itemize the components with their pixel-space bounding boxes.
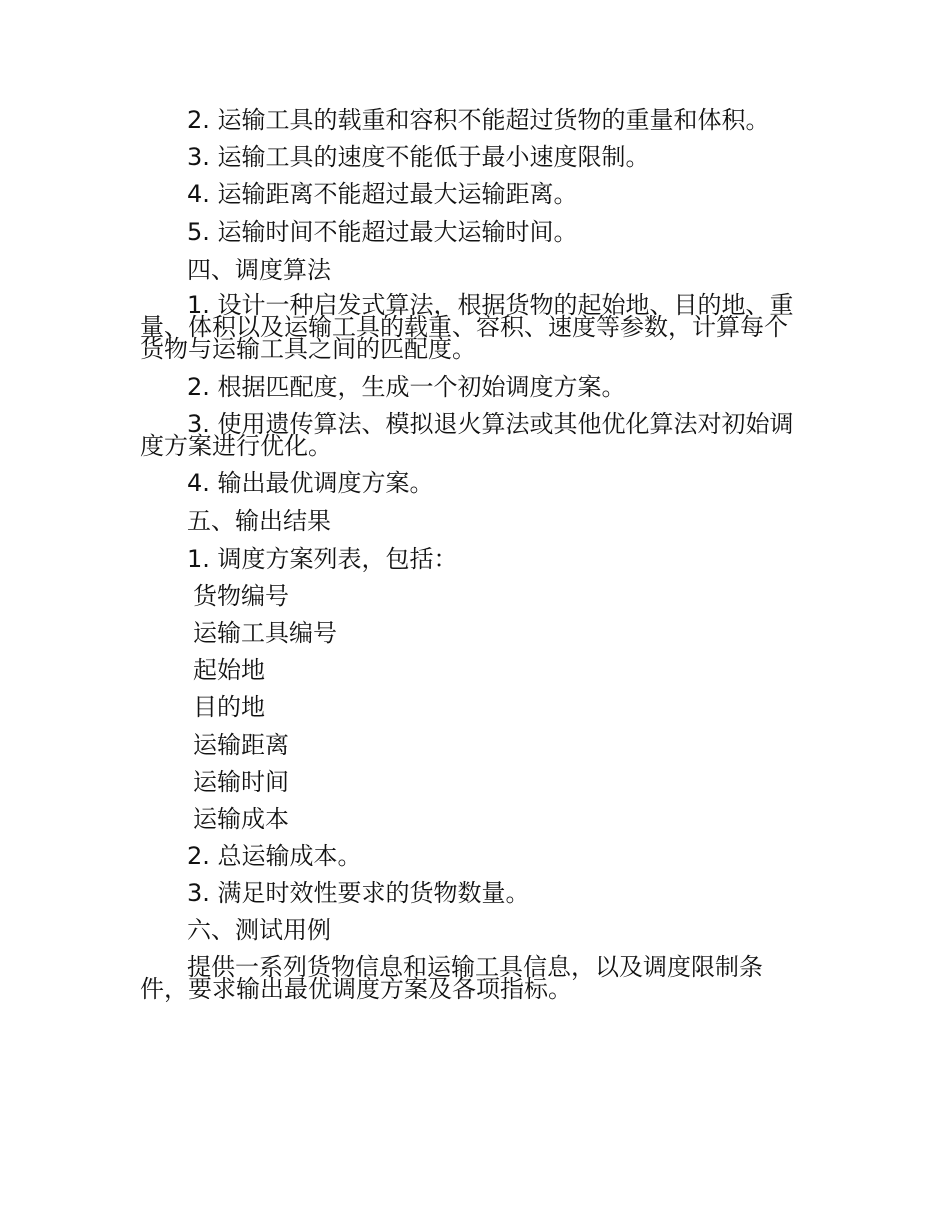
section-6-body-line-1: 提供一系列货物信息和运输工具信息，以及调度限制条	[187, 953, 763, 981]
section-4-item-4: 4. 输出最优调度方案。	[187, 469, 434, 497]
section-6-body-line-2: 件，要求输出最优调度方案及各项指标。	[140, 975, 572, 1003]
section-4-item-1-line-3: 货物与运输工具之间的匹配度。	[140, 335, 476, 363]
section-4-item-3-line-2: 度方案进行优化。	[140, 432, 332, 460]
section-5-item-1: 1. 调度方案列表，包括：	[187, 545, 458, 573]
constraint-5: 5. 运输时间不能超过最大运输时间。	[187, 218, 578, 246]
section-5-item-3: 3. 满足时效性要求的货物数量。	[187, 879, 530, 907]
section-6-heading: 六、测试用例	[187, 916, 331, 944]
section-4-item-3-line-1: 3. 使用遗传算法、模拟退火算法或其他优化算法对初始调	[187, 410, 794, 438]
output-field: 运输工具编号	[193, 619, 337, 647]
output-field: 货物编号	[193, 582, 289, 610]
section-5-heading: 五、输出结果	[187, 507, 331, 535]
section-4-item-1-line-2: 量、体积以及运输工具的载重、容积、速度等参数，计算每个	[140, 313, 788, 341]
section-4-item-1-line-1: 1. 设计一种启发式算法，根据货物的起始地、目的地、重	[187, 291, 794, 319]
constraint-3: 3. 运输工具的速度不能低于最小速度限制。	[187, 143, 650, 171]
output-field: 起始地	[193, 656, 265, 684]
output-field: 运输距离	[193, 731, 289, 759]
output-field: 运输成本	[193, 805, 289, 833]
constraint-2: 2. 运输工具的载重和容积不能超过货物的重量和体积。	[187, 106, 770, 134]
section-4-item-2: 2. 根据匹配度，生成一个初始调度方案。	[187, 373, 626, 401]
output-field: 目的地	[193, 693, 265, 721]
section-5-item-2: 2. 总运输成本。	[187, 842, 362, 870]
section-4-heading: 四、调度算法	[187, 256, 331, 284]
output-field: 运输时间	[193, 768, 289, 796]
constraint-4: 4. 运输距离不能超过最大运输距离。	[187, 180, 578, 208]
